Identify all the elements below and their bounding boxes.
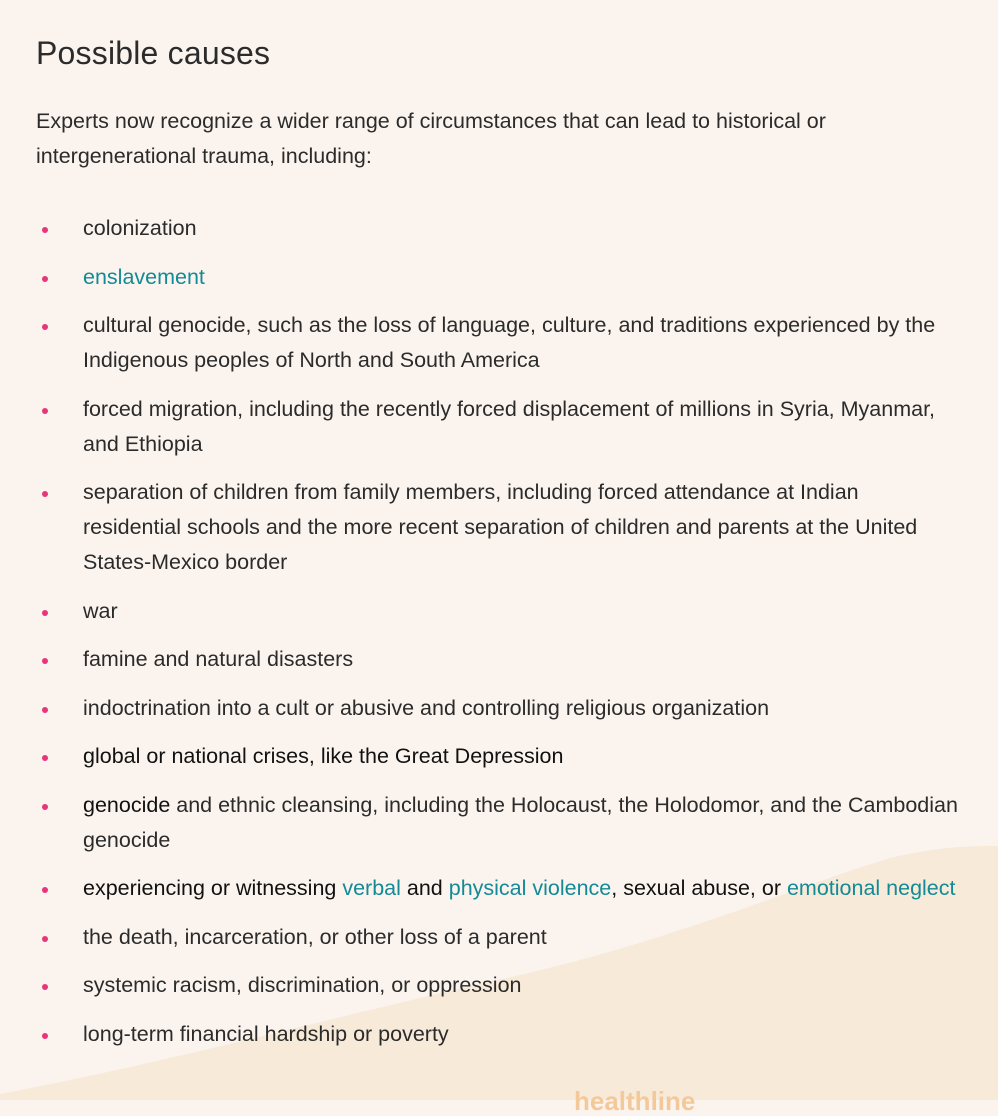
- item-text: famine and natural disasters: [83, 647, 354, 671]
- bullet-icon: [42, 804, 48, 810]
- list-item-separation: [36, 475, 962, 580]
- item-text: experiencing or witnessing: [83, 876, 343, 900]
- list-item-indoctrination: [36, 691, 962, 726]
- item-text: separation of children from family members, including forced attendance at Indian residential schools and the more recent separation of children and parents at the United States-Mexico border: [83, 480, 918, 574]
- list-item-famine: [36, 642, 962, 677]
- genocide-term: genocide: [83, 792, 171, 817]
- item-text: the death, incarceration, or other loss of a parent: [83, 924, 547, 949]
- bullet-icon: [42, 324, 48, 330]
- bullet-icon: [42, 707, 48, 713]
- verbal-link[interactable]: verbal: [342, 876, 401, 900]
- brand-watermark: healthline: [574, 1086, 696, 1116]
- list-item-racism: [36, 968, 962, 1003]
- bullet-icon: [42, 936, 48, 942]
- list-item-witnessing: [36, 871, 962, 906]
- item-text: , sexual abuse, or: [611, 876, 787, 900]
- item-text: systemic racism, discrimination, or oppression: [83, 973, 522, 997]
- section-heading: Possible causes: [36, 35, 271, 71]
- list-item-war: [36, 594, 962, 629]
- item-text: long-term financial hardship or poverty: [83, 1021, 449, 1046]
- list-item-colonization: [36, 211, 962, 246]
- list-item-cultural-genocide: [36, 308, 962, 378]
- emotional-neglect-link[interactable]: emotional neglect: [786, 876, 956, 900]
- physical-violence-link[interactable]: physical violence: [448, 876, 612, 900]
- item-text: global or national crises, like the Great Depression: [83, 744, 564, 768]
- item-text: war: [83, 598, 118, 623]
- list-item-poverty: [36, 1017, 962, 1052]
- bullet-icon: [42, 755, 48, 761]
- enslavement-link[interactable]: enslavement: [83, 264, 205, 289]
- bullet-icon: [42, 408, 48, 414]
- bullet-icon: [42, 658, 48, 664]
- list-item-parent-loss: [36, 920, 962, 955]
- item-text: and: [400, 876, 449, 900]
- item-text: cultural genocide, such as the loss of language, culture, and traditions experienced by the Indigenous peoples of North and South America: [83, 313, 936, 372]
- bullet-icon: [42, 1033, 48, 1039]
- intro-paragraph: Experts now recognize a wider range of circumstances that can lead to historical or intergenerational trauma, including:: [36, 109, 826, 168]
- list-item-genocide: [36, 788, 962, 858]
- list-item-enslavement: [36, 260, 962, 295]
- list-item-global-crises: [36, 739, 962, 774]
- causes-list: [36, 211, 962, 1052]
- item-text: colonization: [83, 216, 197, 240]
- bullet-icon: [42, 610, 48, 616]
- item-text: and ethnic cleansing, including the Holocaust, the Holodomor, and the Cambodian genocide: [83, 792, 958, 852]
- item-text: forced migration, including the recently forced displacement of millions in Syria, Myanmar, and Ethiopia: [83, 396, 936, 456]
- list-item-forced-migration: [36, 392, 962, 462]
- item-text: indoctrination into a cult or abusive and controlling religious organization: [83, 695, 770, 720]
- bullet-icon: [42, 887, 48, 893]
- bullet-icon: [42, 491, 48, 497]
- bullet-icon: [42, 276, 48, 282]
- bullet-icon: [42, 984, 48, 990]
- bullet-icon: [42, 227, 48, 233]
